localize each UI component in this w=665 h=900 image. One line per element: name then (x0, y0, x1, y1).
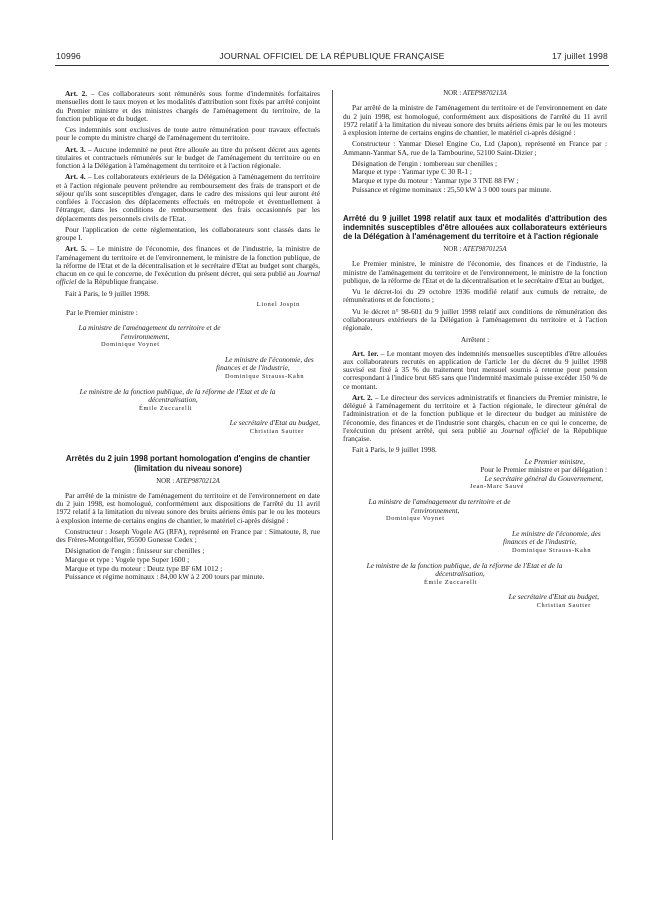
secretaire-budget-name-2: Christian Sautter (536, 601, 591, 609)
arrete-2-designation: Désignation de l'engin : tombereau sur chenilles ; (352, 158, 498, 168)
nor-reference-2: NOR : ATEP9870213A (443, 90, 507, 97)
article-2: Art. 2. – Ces collaborateurs sont rémunérés sous forme d'indemnités forfaitaires mensuelles dont le taux moyen et les modalités d'attribution sont fixés par arrêté conjoint du Premier ministre et des ministres chargés de l'aménagement du territoire, de la fonction publique et du budget. (56, 89, 320, 123)
secretaire-budget-name: Christian Sautter (249, 427, 304, 435)
arrete-2-paragraph-1: Par arrêté de la ministre de l'aménagement du territoire et de l'environnement en date du 2 juin 1998, est homologué, conformément aux dispositions de l'arrêté du 11 avril 1972 relatif à la limitation du niveau sonore des bruits aériens émis par le ou les moteurs à explosion interne de certains engins de chantier, le matériel ci-après désigné : (343, 103, 607, 137)
secretaire-budget-title-2: Le secrétaire d'Etat au budget, (508, 592, 599, 602)
ministre-economie-name-2: Dominique Strauss-Kahn (512, 546, 592, 554)
arrete-1-moteur: Marque et type du moteur : Deutz type BF 6M 1012 ; (65, 563, 223, 573)
premier-ministre-title: Le Premier ministre, (524, 456, 585, 466)
visa-decret-loi: Vu le décret-loi du 29 octobre 1936 modifié relatif aux cumuls de retraite, de rémunérations et de fonctions ; (343, 287, 607, 305)
column-divider (332, 90, 333, 840)
arrete-1-puissance: Puissance et régime nominaux : 84,00 kW à 2 200 tours par minute. (65, 572, 265, 582)
article-4-paragraph-2: Pour l'application de cette réglementation, les collaborateurs sont classés dans le groupe I. (56, 224, 320, 242)
arretent: Arrêtent : (460, 335, 490, 345)
article-2-arrete: Art. 2. – Le directeur des services administratifs et financiers du Premier ministre, le délégué à l'aménagement du territoire et à l'action régionale, le directeur général de l'administration et de la fonction publique et le directeur du budget au ministère de l'économie, des finances et de l'industrie sont chargés, chacun en ce qui le concerne, de l'exécution du présent arrêté, qui sera publié au Journal officiel de la République française. (343, 392, 608, 444)
article-1er: Art. 1er. – Le montant moyen des indemnités mensuelles susceptibles d'être allouées aux collaborateurs recrutés en application de l'article 1er du décret du 9 juillet 1998 susvisé est fixé à 35 % du traitement brut mensuel soumis à retenue pour pension correspondant à l'indice brut 685 sans que l'indemnité maximale puisse excéder 150 % de ce montant. (343, 348, 607, 391)
arrete-2-moteur: Marque et type du moteur : Yanmar type 3 TNE 88 FW ; (352, 175, 519, 185)
arrete-juin-title: Arrêtés du 2 juin 1998 portant homologation d'engins de chantier (limitation du niveau sonore) (65, 454, 311, 473)
pour-le-premier-ministre: Pour le Premier ministre et par délégation : (480, 465, 607, 475)
arrete-2-paragraph-2: Constructeur : Yanmar Diesel Engine Co, Ltd (Japon), représenté en France par : Ammann-Yanmar SA, rue de la Tambourine, 52100 Saint-Dizier ; (343, 139, 607, 157)
ministre-fonction-publique-title-2: Le ministre de la fonction publique, de la réforme de l'Etat et de la décentralisation, (366, 560, 563, 579)
right-column (343, 90, 607, 610)
ministre-amenagement-title-2: La ministre de l'aménagement du territoire et de l'environnement, (368, 496, 511, 515)
page-header (56, 51, 608, 65)
ministre-amenagement-title: La ministre de l'aménagement du territoire et de l'environnement, (78, 322, 221, 341)
article-5: Art. 5. – Le ministre de l'économie, des finances et de l'industrie, la ministre de l'aménagement du territoire et de l'environnement, le ministre de la fonction publique, de la réforme de l'Etat et de la décentralisation et le secrétaire d'Etat au budget sont chargés, chacun en ce qui le concerne, de l'exécution du présent décret, qui sera publié au Journal officiel de la République française. (56, 244, 320, 287)
ministre-economie-title: Le ministre de l'économie, des finances et de l'industrie, (216, 354, 314, 373)
journal-title: JOURNAL OFFICIEL DE LA RÉPUBLIQUE FRANÇAISE (219, 51, 445, 61)
nor-reference-1: NOR : ATEP9870212A (156, 477, 220, 485)
issue-date: 17 juillet 1998 (551, 51, 608, 61)
article-4: Art. 4. – Les collaborateurs extérieurs de la Délégation à l'aménagement du territoire et à l'action régionale peuvent prétendre au remboursement des frais de transport et de séjour qu'ils sont susceptibles d'engager, dans le cadre des missions qui leur auront été confiées à l'occasion des déplacements effectués en métropole et éventuellement à l'étranger, dans les conditions de remboursement des frais occasionnés par les déplacements des personnels civils de l'Etat. (56, 172, 320, 223)
ministre-amenagement-name-2: Dominique Voynet (386, 515, 445, 523)
secretaire-general-name: Jean-Marc Sauvé (470, 483, 525, 491)
signature-premier-ministre: Lionel Jospin (256, 300, 300, 308)
arrete-2-marque: Marque et type : Yanmar type C 30 R-1 ; (352, 167, 472, 177)
left-column (56, 90, 320, 584)
arrete-1-paragraph-1: Par arrêté de la ministre de l'aménagement du territoire et de l'environnement en date du 2 juin 1998, est homologué, conformément aux dispositions de l'arrêté du 11 avril 1972 relatif à la limitation du niveau sonore des bruits aériens émis par le ou les moteurs à explosion interne de certains engins de chantier, le matériel ci-après désigné : (56, 490, 320, 525)
article-2-paragraph-2: Ces indemnités sont exclusives de toute autre rémunération pour travaux effectués pour le compte du ministre chargé de l'aménagement du territoire. (56, 125, 320, 143)
ministre-fonction-publique-title: Le ministre de la fonction publique, de la réforme de l'Etat et de la décentralisation, (79, 386, 276, 405)
secretaire-budget-title: Le secrétaire d'Etat au budget, (229, 418, 320, 428)
fait-a-paris: Fait à Paris, le 9 juillet 1998. (65, 288, 150, 298)
nor-reference-3: NOR : ATET9870125A (443, 246, 507, 254)
header-rule (55, 65, 609, 66)
arrete-1-marque: Marque et type : Vogele type Super 1600 ; (65, 555, 190, 564)
ministre-fonction-publique-name: Émile Zuccarelli (139, 404, 193, 412)
article-3: Art. 3. – Aucune indemnité ne peut être allouée au titre du présent décret aux agents titulaires et contractuels rémunérés sur le budget de l'aménagement du territoire ou en fonction à la Délégation à l'aménagement du territoire et à l'action régionale. (56, 144, 320, 170)
arrete-1-paragraph-2: Constructeur : Joseph Vogele AG (RFA), représenté en France par : Simatoute, 8, rue des Frères-Montgolfier, 95500 Gonesse Cedex ; (56, 526, 320, 545)
visa-premier-ministre: Le Premier ministre, le ministre de l'économie, des finances et de l'industrie, la ministre de l'aménagement du territoire et de l'environnement, le ministre de la fonction publique, de la réforme de l'Etat et de la décentralisation et le secrétaire d'Etat au budget, (343, 259, 607, 285)
page-number: 10996 (56, 51, 81, 61)
visa-decret: Vu le décret n° 98-601 du 9 juillet 1998 relatif aux conditions de rémunération des collaborateurs extérieurs de la Délégation à l'aménagement du territoire et à l'action régionale, (343, 306, 607, 333)
fait-a-paris-2: Fait à Paris, le 9 juillet 1998. (352, 445, 437, 455)
par-le-premier-ministre: Par le Premier ministre : (66, 308, 138, 318)
arrete-2-puissance: Puissance et régime nominaux : 25,50 kW à 3 000 tours par minute. (352, 184, 552, 194)
ministre-economie-name: Dominique Strauss-Kahn (225, 372, 305, 380)
ministre-economie-title-2: Le ministre de l'économie, des finances et de l'industrie, (503, 528, 601, 547)
ministre-fonction-publique-name-2: Émile Zuccarelli (424, 578, 478, 586)
arrete-juillet-title: Arrêté du 9 juillet 1998 relatif aux taux et modalités d'attribution des indemnités susceptibles d'être allouées aux collaborateurs extérieurs de la Délégation à l'aménagement du territoire et à l'action régionale (343, 213, 607, 241)
ministre-amenagement-name: Dominique Voynet (101, 341, 160, 349)
secretaire-general-title: Le secrétaire général du Gouvernement, (484, 473, 603, 483)
arrete-1-designation: Désignation de l'engin : finisseur sur chenilles ; (65, 546, 205, 556)
